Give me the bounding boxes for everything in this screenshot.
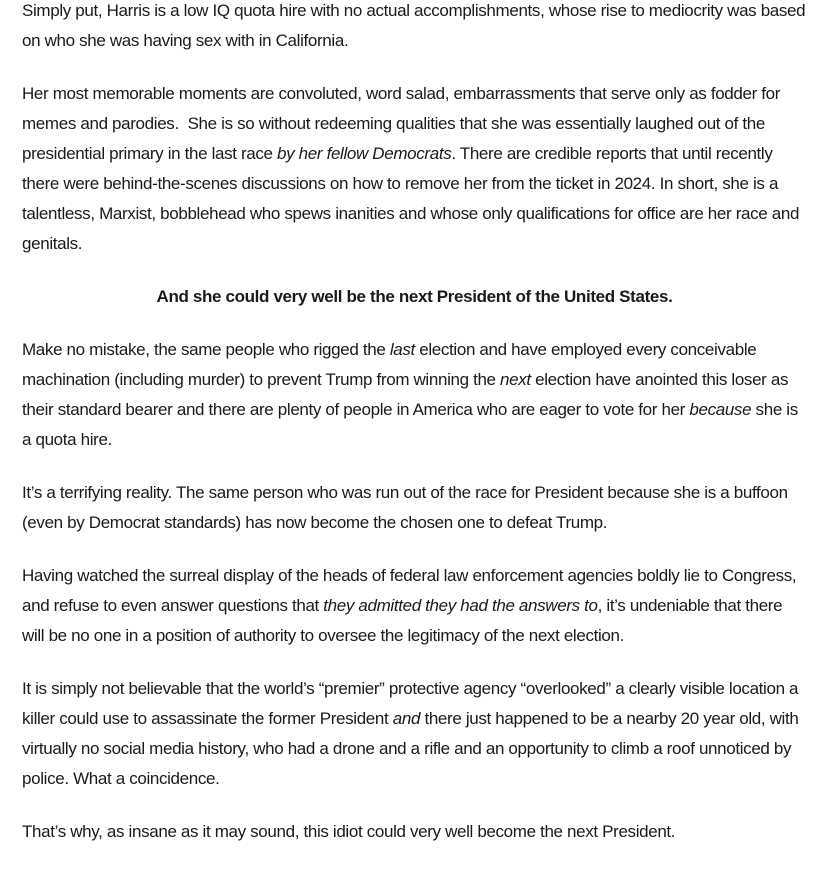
- paragraph: [22, 674, 807, 794]
- text-run: election and have employed every conceivable machination (including murder) to prevent Trump from winning the: [22, 340, 761, 389]
- text-run: And she could very well be the next President of the United States.: [156, 287, 673, 306]
- text-run: That’s why, as insane as it may sound, this idiot could very well become the next President.: [22, 822, 676, 841]
- text-run: Having watched the surreal display of the heads of federal law enforcement agencies boldly lie to Congress, and refuse to even answer questions that: [22, 566, 801, 615]
- text-run: she is a quota hire.: [22, 400, 803, 449]
- italic-run: because: [689, 400, 752, 419]
- paragraph: [22, 79, 807, 259]
- text-run: Make no mistake, the same people who rigged the: [22, 340, 390, 359]
- paragraph: [22, 0, 810, 56]
- italic-run: by her fellow Democrats: [277, 144, 452, 163]
- text-run: there just happened to be a nearby 20 year old, with virtually no social media history, who had a drone and a rifle and an opportunity to climb a roof unnoticed by police. What a coincidence.: [22, 709, 803, 788]
- paragraph: [22, 561, 807, 651]
- emphasis-line: [22, 282, 807, 312]
- text-run: election have anointed this loser as their standard bearer and there are plenty of people in America who are eager to vote for her: [22, 370, 793, 419]
- italic-run: next: [500, 370, 531, 389]
- paragraph: [22, 817, 807, 847]
- text-run: . There are credible reports that until recently there were behind-the-scenes discussions on how to remove her from the ticket in 2024. In short, she is a talentless, Marxist, bobblehead who spews inanities and whose only qualifications for office are her race and genitals.: [22, 144, 804, 253]
- text-run: , it’s undeniable that there will be no one in a position of authority to oversee the legitimacy of the next election.: [22, 596, 787, 645]
- text-run: Her most memorable moments are convoluted, word salad, embarrassments that serve only as fodder for memes and parodies. She is so without redeeming qualities that she was essentially laughed out of the presidential primary in the last race: [22, 84, 785, 163]
- text-run: It is simply not believable that the world’s “premier” protective agency “overlooked” a clearly visible location a killer could use to assassinate the former President: [22, 679, 803, 728]
- paragraph: [22, 478, 807, 538]
- italic-run: last: [389, 340, 415, 359]
- italic-run: they admitted they had the answers to: [323, 596, 598, 615]
- italic-run: and: [392, 709, 421, 728]
- text-run: It’s a terrifying reality. The same person who was run out of the race for President because she is a buffoon (even by Democrat standards) has now become the chosen one to defeat Trump.: [22, 483, 793, 532]
- paragraph: [22, 335, 807, 455]
- text-run: Simply put, Harris is a low IQ quota hire with no actual accomplishments, whose rise to mediocrity was based on who she was having sex with in California.: [22, 1, 810, 50]
